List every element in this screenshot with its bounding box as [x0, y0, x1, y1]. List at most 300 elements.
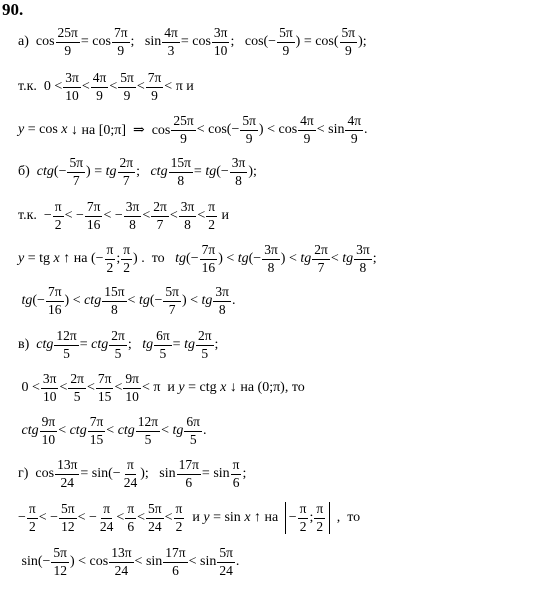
fraction-denominator: 24: [123, 474, 138, 490]
formula-text: т.к. −: [18, 208, 52, 223]
formula-variable: tg: [172, 423, 184, 438]
formula-text: ; sin: [130, 34, 162, 49]
fraction-denominator: 2: [54, 216, 62, 232]
fraction-numerator: 6π: [184, 415, 202, 431]
fraction: [67, 156, 85, 187]
formula-variable: tg: [184, 337, 195, 352]
problem-number: 90.: [2, 0, 24, 19]
formula-text: ) . то: [133, 251, 176, 266]
fraction-numerator: 7π: [112, 26, 130, 42]
formula-text: <: [330, 251, 343, 266]
formula-variable: tg: [18, 293, 33, 308]
fraction-numerator: 13π: [109, 546, 133, 562]
fraction-numerator: 5π: [240, 114, 258, 130]
fraction-denominator: 7: [122, 172, 130, 188]
formula-variable: x: [53, 251, 60, 266]
formula-text: (−: [149, 293, 163, 308]
formula-text: −: [288, 510, 297, 525]
formula-variable: tg: [237, 251, 249, 266]
fraction: [231, 458, 242, 489]
formula-variable: ctg: [18, 423, 39, 438]
fraction-denominator: 8: [359, 259, 367, 275]
fraction: [177, 458, 201, 489]
fraction-numerator: 2π: [312, 243, 330, 259]
fraction-denominator: 9: [151, 87, 158, 103]
formula-text: < −: [64, 208, 84, 223]
fraction: [124, 200, 142, 231]
formula-variable: tg: [142, 337, 154, 352]
formula-variable: tg: [205, 164, 217, 179]
formula-text: =: [172, 337, 185, 352]
fraction: [118, 156, 136, 187]
fraction-denominator: 2: [208, 216, 215, 232]
fraction: [146, 71, 164, 102]
fraction-numerator: 17π: [177, 458, 201, 474]
fraction: [118, 71, 136, 102]
formula-text: sin(−: [18, 554, 51, 569]
formula-text: ) <: [218, 251, 238, 266]
fraction: [88, 415, 106, 446]
formula-text: <: [169, 208, 178, 223]
fraction: [59, 502, 77, 533]
formula-text: );: [358, 34, 367, 49]
line-g-3: [18, 542, 239, 582]
formula-text: (−: [53, 164, 67, 179]
formula-text: < π и: [141, 380, 179, 395]
fraction-denominator: 6: [185, 474, 193, 490]
line-b-1: [18, 152, 257, 192]
formula-text: = cos: [180, 34, 211, 49]
fraction-denominator: 5: [201, 345, 209, 361]
formula-text: , то: [333, 510, 361, 525]
formula-variable: tg: [105, 164, 117, 179]
formula-text: <: [164, 510, 173, 525]
line-v-3: [18, 411, 207, 451]
fraction-numerator: 3π: [41, 372, 59, 388]
fraction: [55, 458, 79, 489]
fraction-denominator: 10: [41, 431, 56, 447]
fraction-numerator: π: [121, 243, 132, 259]
fraction-denominator: 2: [123, 259, 130, 275]
formula-text: = cos: [24, 122, 62, 137]
line-a-2: [18, 67, 194, 107]
fraction: [98, 502, 116, 533]
fraction-numerator: 3π: [230, 156, 248, 172]
formula-text: < −: [77, 510, 97, 525]
formula-text: ) < cos: [69, 554, 109, 569]
formula-text: ;: [136, 164, 151, 179]
formula-text: = cos: [80, 34, 111, 49]
fraction: [154, 329, 172, 360]
formula-variable: x: [61, 122, 68, 137]
formula-text: <: [137, 510, 146, 525]
fraction-numerator: π: [105, 243, 116, 259]
fraction: [345, 114, 363, 145]
fraction-denominator: 12: [61, 518, 75, 534]
line-v-1: [18, 325, 218, 365]
fraction: [109, 329, 127, 360]
fraction-denominator: 5: [144, 431, 152, 447]
formula-text: < sin: [316, 122, 345, 137]
formula-text: .: [235, 554, 240, 569]
formula-variable: ctg: [91, 337, 109, 352]
line-b-4: [18, 281, 236, 321]
fraction-denominator: 6: [232, 474, 240, 490]
fraction: [123, 372, 141, 403]
formula-text: а) cos: [18, 34, 55, 49]
formula-text: < π и: [164, 79, 194, 94]
formula-text: <: [86, 380, 95, 395]
fraction: [206, 200, 217, 231]
fraction-numerator: π: [206, 200, 217, 216]
formula-variable: tg: [175, 251, 187, 266]
fraction-numerator: 5π: [59, 502, 77, 518]
fraction-numerator: 7π: [96, 372, 114, 388]
formula-text: <: [59, 380, 68, 395]
fraction-numerator: π: [53, 200, 64, 216]
fraction-numerator: 5π: [277, 26, 295, 42]
fraction: [312, 243, 330, 274]
fraction-denominator: 8: [235, 172, 242, 188]
fraction-numerator: 3π: [213, 285, 231, 301]
fraction-numerator: 2π: [68, 372, 86, 388]
formula-text: .: [203, 423, 207, 438]
fraction: [200, 243, 218, 274]
formula-variable: y: [203, 510, 210, 525]
formula-variable: ctg: [69, 423, 87, 438]
fraction: [213, 285, 231, 316]
formula-variable: x: [244, 510, 251, 525]
fraction: [85, 200, 103, 231]
fraction-denominator: 7: [168, 301, 176, 317]
formula-text: в): [18, 337, 37, 352]
fraction-numerator: π: [231, 458, 242, 474]
formula-variable: ctg: [36, 164, 54, 179]
fraction-numerator: 2π: [109, 329, 127, 345]
fraction-denominator: 16: [201, 259, 216, 275]
fraction: [184, 415, 202, 446]
fraction-numerator: 4π: [162, 26, 180, 42]
fraction: [122, 458, 140, 489]
fraction-denominator: 9: [180, 130, 187, 146]
fraction-numerator: 5π: [67, 156, 85, 172]
formula-text: <: [116, 510, 125, 525]
fraction: [162, 26, 180, 57]
formula-text: = sin: [209, 510, 245, 525]
formula-text: <: [127, 293, 139, 308]
formula-variable: ctg: [117, 423, 135, 438]
fraction-numerator: 7π: [85, 200, 103, 216]
formula-variable: y: [18, 122, 25, 137]
formula-variable: tg: [300, 251, 312, 266]
fraction-denominator: 16: [47, 301, 62, 317]
fraction: [40, 415, 58, 446]
fraction-denominator: 6: [172, 562, 179, 578]
fraction-numerator: 3π: [212, 26, 230, 42]
fraction: [63, 71, 81, 102]
fraction: [41, 372, 59, 403]
formula-text: <: [197, 208, 206, 223]
fraction-numerator: 3π: [354, 243, 372, 259]
formula-text: ) <: [181, 293, 202, 308]
formula-text: ) <: [64, 293, 85, 308]
formula-text: =: [79, 337, 92, 352]
fraction: [53, 200, 64, 231]
formula-text: <: [81, 79, 90, 94]
fraction-denominator: 10: [65, 87, 79, 103]
fraction-denominator: 10: [125, 388, 139, 404]
fraction-numerator: 13π: [55, 458, 79, 474]
fraction-denominator: 16: [86, 216, 101, 232]
line-b-3: [18, 239, 377, 279]
formula-text: ; cos(−: [230, 34, 277, 49]
fraction-numerator: π: [174, 502, 185, 518]
formula-text: < −: [38, 510, 59, 525]
fraction-numerator: 7π: [200, 243, 218, 259]
fraction: [217, 546, 235, 577]
fraction: [314, 502, 325, 533]
formula-text: ;: [242, 466, 247, 481]
formula-text: = ctg: [184, 380, 221, 395]
fraction-denominator: 12: [53, 562, 67, 578]
formula-text: <: [161, 423, 173, 438]
formula-text: .: [364, 122, 368, 137]
formula-text: (−: [216, 164, 229, 179]
fraction-denominator: 8: [110, 301, 118, 317]
fraction: [179, 200, 197, 231]
fraction-denominator: 24: [219, 562, 233, 578]
fraction-denominator: 5: [159, 345, 167, 361]
formula-text: б): [18, 164, 37, 179]
formula-text: <: [142, 208, 151, 223]
line-g-2: [18, 498, 360, 538]
fraction-denominator: 8: [184, 216, 191, 232]
fraction-numerator: 2π: [196, 329, 214, 345]
fraction-numerator: 5π: [163, 285, 181, 301]
fraction: [230, 156, 248, 187]
fraction-denominator: 9: [96, 87, 103, 103]
formula-text: 0 <: [18, 380, 40, 395]
fraction-denominator: 24: [148, 518, 162, 534]
formula-text: ) =: [86, 164, 106, 179]
fraction: [298, 114, 316, 145]
fraction-denominator: 3: [167, 42, 175, 58]
fraction-denominator: 5: [114, 345, 122, 361]
fraction-numerator: 15π: [102, 285, 126, 301]
fraction-denominator: 9: [350, 130, 358, 146]
formula-text: = sin: [201, 466, 230, 481]
fraction: [298, 502, 309, 533]
formula-text: <: [106, 423, 118, 438]
fraction-numerator: 5π: [51, 546, 69, 562]
fraction-numerator: π: [298, 502, 309, 518]
fraction: [96, 372, 114, 403]
formula-text: = sin(−: [80, 466, 121, 481]
fraction-numerator: 6π: [154, 329, 172, 345]
fraction-denominator: 2: [316, 518, 324, 534]
formula-text: ↑ на: [250, 510, 282, 525]
formula-text: = tg: [24, 251, 54, 266]
fraction-denominator: 6: [127, 518, 135, 534]
formula-text: и: [185, 510, 204, 525]
formula-text: ↓ на [0;π] ⇒ cos: [67, 122, 171, 138]
fraction: [163, 546, 187, 577]
fraction-numerator: π: [125, 458, 136, 474]
formula-text: < cos(−: [196, 122, 240, 137]
formula-variable: x: [220, 380, 227, 395]
fraction-numerator: 2π: [151, 200, 169, 216]
formula-text: =: [193, 164, 206, 179]
fraction: [163, 285, 181, 316]
fraction-denominator: 2: [28, 518, 36, 534]
fraction: [56, 26, 80, 57]
fraction-numerator: 17π: [163, 546, 187, 562]
fraction: [171, 114, 195, 145]
fraction-numerator: 9π: [123, 372, 141, 388]
fraction-numerator: 25π: [171, 114, 195, 130]
fraction-numerator: 5π: [340, 26, 358, 42]
fraction-denominator: 2: [106, 259, 114, 275]
formula-text: ;: [372, 251, 377, 266]
fraction: [340, 26, 358, 57]
fraction: [105, 243, 116, 274]
fraction-denominator: 9: [64, 42, 72, 58]
fraction-denominator: 2: [175, 518, 183, 534]
fraction: [174, 502, 185, 533]
fraction-numerator: π: [101, 502, 112, 518]
fraction-numerator: 5π: [146, 502, 164, 518]
fraction: [51, 546, 69, 577]
fraction-numerator: 5π: [217, 546, 235, 562]
fraction-denominator: 5: [189, 431, 197, 447]
fraction-denominator: 15: [89, 431, 104, 447]
fraction: [121, 243, 132, 274]
line-a-3: [18, 110, 368, 150]
formula-text: ;: [127, 337, 143, 352]
line-g-1: [18, 454, 246, 494]
fraction-numerator: 3π: [63, 71, 81, 87]
fraction-denominator: 24: [60, 474, 74, 490]
fraction-denominator: 8: [177, 172, 185, 188]
fraction-numerator: 5π: [118, 71, 136, 87]
formula-text: ↑ на (−: [59, 251, 104, 266]
formula-text: );: [248, 164, 257, 179]
fraction-numerator: 25π: [56, 26, 80, 42]
line-b-2: [18, 196, 229, 236]
formula-text: < sin: [188, 554, 217, 569]
formula-text: .: [232, 293, 236, 308]
fraction-denominator: 2: [299, 518, 307, 534]
fraction-denominator: 10: [213, 42, 228, 58]
fraction-numerator: π: [27, 502, 38, 518]
fraction-denominator: 8: [129, 216, 136, 232]
fraction-numerator: 4π: [91, 71, 109, 87]
formula-text: ;: [214, 337, 219, 352]
fraction-denominator: 8: [267, 259, 275, 275]
formula-variable: y: [18, 251, 25, 266]
fraction: [68, 372, 86, 403]
formula-text: и: [218, 208, 230, 223]
fraction: [169, 156, 193, 187]
fraction-numerator: 12π: [136, 415, 160, 431]
fraction-numerator: 7π: [146, 71, 164, 87]
formula-text: (−: [186, 251, 199, 266]
formula-variable: tg: [138, 293, 150, 308]
fraction-numerator: 3π: [179, 200, 197, 216]
formula-text: <: [58, 423, 70, 438]
formula-variable: y: [178, 380, 185, 395]
formula-variable: ctg: [84, 293, 102, 308]
fraction-denominator: 10: [42, 388, 57, 404]
fraction: [46, 285, 64, 316]
fraction-numerator: 4π: [345, 114, 363, 130]
formula-variable: ctg: [150, 164, 168, 179]
formula-text: < −: [103, 208, 123, 223]
formula-text: т.к. 0 <: [18, 79, 63, 94]
formula-variable: tg: [342, 251, 354, 266]
fraction: [54, 329, 78, 360]
formula-text: −: [18, 510, 26, 525]
fraction: [196, 329, 214, 360]
fraction-denominator: 7: [72, 172, 80, 188]
fraction-denominator: 24: [99, 518, 114, 534]
formula-text: ); sin: [140, 466, 176, 481]
fraction: [146, 502, 164, 533]
formula-text: ) = cos(: [295, 34, 339, 49]
fraction-denominator: 7: [317, 259, 325, 275]
fraction-denominator: 9: [344, 42, 352, 58]
fraction: [112, 26, 130, 57]
formula-text: <: [136, 79, 145, 94]
fraction-denominator: 24: [114, 562, 129, 578]
fraction: [91, 71, 109, 102]
fraction-numerator: 9π: [40, 415, 58, 431]
fraction: [240, 114, 258, 145]
formula-text: ) < cos: [258, 122, 298, 137]
fraction-denominator: 8: [218, 301, 226, 317]
formula-variable: ctg: [36, 337, 54, 352]
formula-text: <: [109, 79, 118, 94]
fraction-numerator: 7π: [46, 285, 64, 301]
formula-text: г) cos: [18, 466, 55, 481]
fraction-numerator: 2π: [118, 156, 136, 172]
fraction-denominator: 9: [117, 42, 125, 58]
interval-bracket: [285, 502, 330, 533]
formula-text: ;: [309, 510, 314, 525]
fraction: [125, 502, 136, 533]
fraction-denominator: 9: [303, 130, 311, 146]
formula-text: < sin: [134, 554, 163, 569]
formula-text: ) <: [280, 251, 301, 266]
fraction: [262, 243, 280, 274]
fraction: [151, 200, 169, 231]
fraction: [27, 502, 38, 533]
formula-text: (−: [32, 293, 45, 308]
fraction-numerator: 3π: [262, 243, 280, 259]
fraction-denominator: 9: [123, 87, 131, 103]
fraction-numerator: 4π: [298, 114, 316, 130]
fraction: [354, 243, 372, 274]
fraction: [136, 415, 160, 446]
fraction-denominator: 5: [73, 388, 81, 404]
fraction-denominator: 9: [245, 130, 253, 146]
fraction-numerator: π: [125, 502, 136, 518]
fraction-numerator: 7π: [88, 415, 106, 431]
formula-text: ;: [116, 251, 121, 266]
fraction: [109, 546, 133, 577]
fraction-denominator: 7: [156, 216, 164, 232]
line-v-2: [18, 368, 305, 408]
